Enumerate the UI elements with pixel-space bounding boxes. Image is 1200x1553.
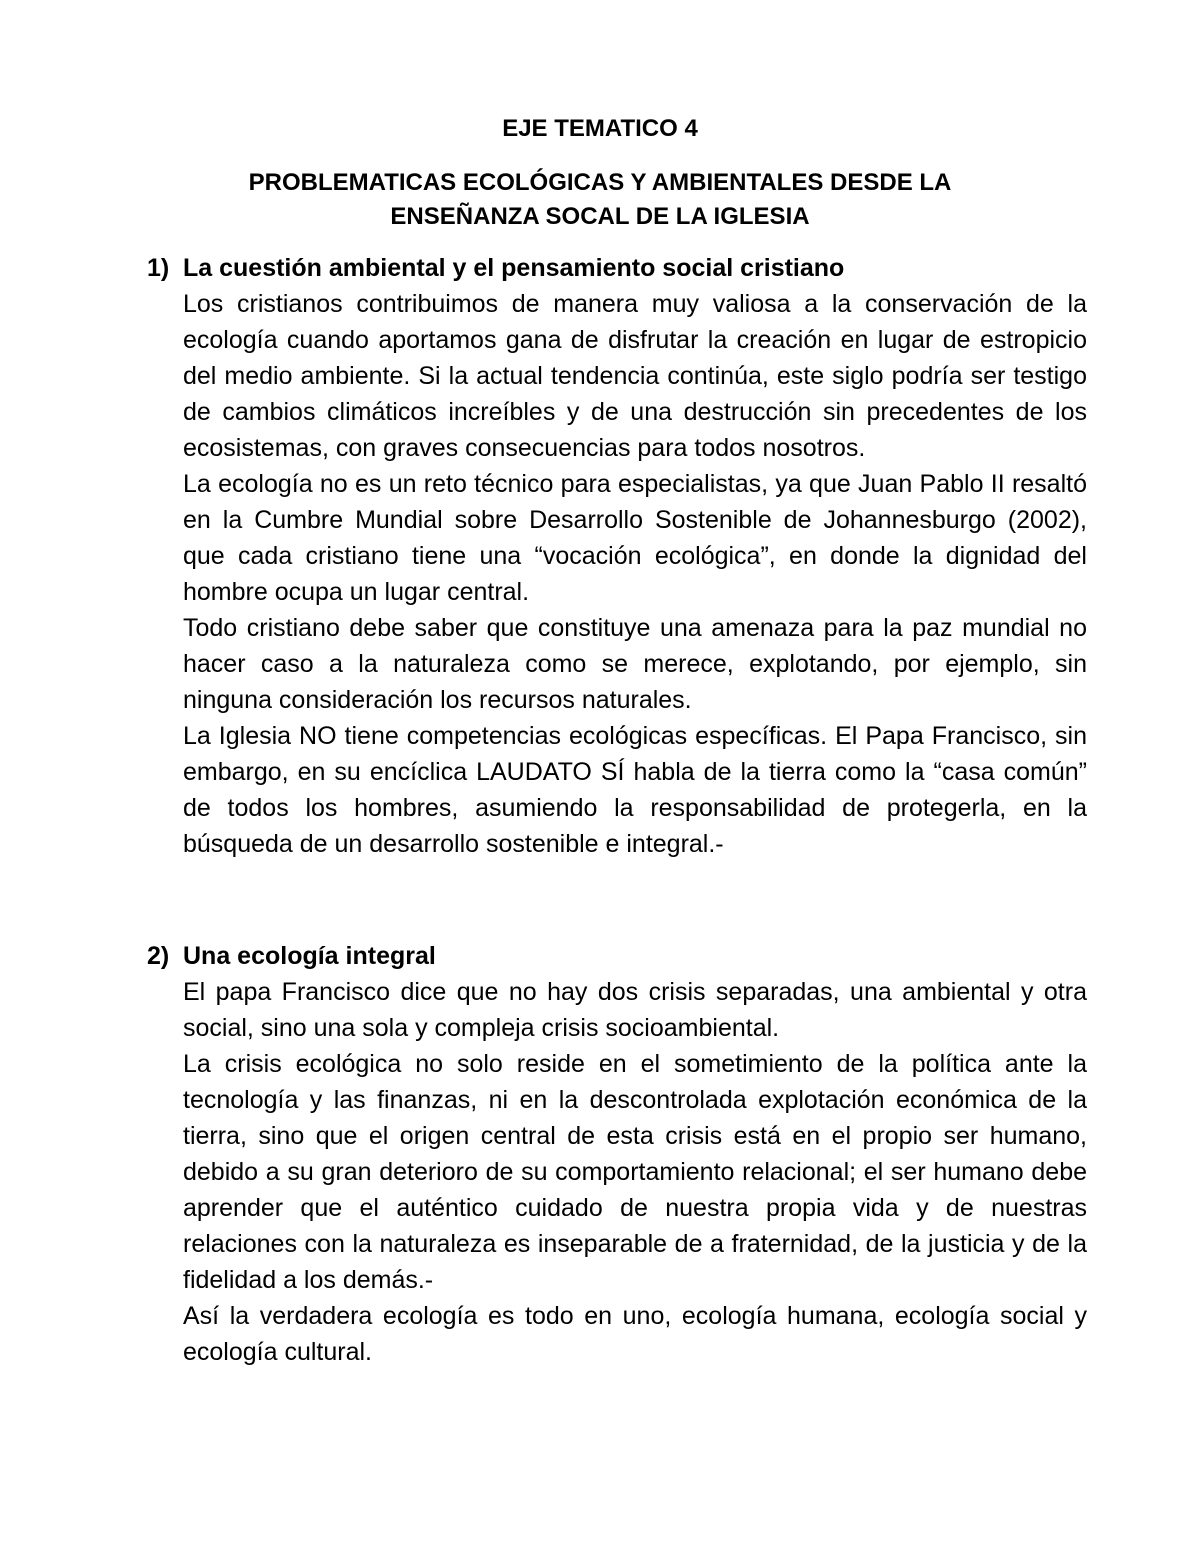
section-1	[147, 250, 1087, 862]
subtitle-line-1: PROBLEMATICAS ECOLÓGICAS Y AMBIENTALES DESDE LA	[248, 169, 952, 196]
document-title: EJE TEMATICO 4	[502, 115, 698, 142]
paragraph: Todo cristiano debe saber que constituye una amenaza para la paz mundial no hacer caso a la naturaleza como se merece, explotando, por ejemplo, sin ninguna consideración los recursos naturales.	[183, 614, 1087, 714]
subtitle-line-2: ENSEÑANZA SOCAL DE LA IGLESIA	[390, 203, 810, 230]
paragraph: Los cristianos contribuimos de manera muy valiosa a la conservación de la ecología cuando aportamos gana de disfrutar la creación en lugar de estropicio del medio ambiente. Si la actual tendencia continúa, este siglo podría ser testigo de cambios climáticos increíbles y de una destrucción sin precedentes de los ecosistemas, con graves consecuencias para todos nosotros.	[183, 290, 1087, 462]
section-title: Una ecología integral	[183, 942, 436, 970]
section-heading	[147, 250, 1087, 286]
paragraph: La crisis ecológica no solo reside en el sometimiento de la política ante la tecnología y las finanzas, ni en la descontrolada explotación económica de la tierra, sino que el origen central de esta crisis está en el propio ser humano, debido a su gran deterioro de su comportamiento relacional; el ser humano debe aprender que el auténtico cuidado de nuestra propia vida y de nuestras relaciones con la naturaleza es inseparable de a fraternidad, de la justicia y de la fidelidad a los demás.-	[183, 1050, 1087, 1294]
section-number: 1)	[147, 254, 170, 282]
section-title: La cuestión ambiental y el pensamiento social cristiano	[183, 254, 845, 282]
paragraph: La Iglesia NO tiene competencias ecológicas específicas. El Papa Francisco, sin embargo, en su encíclica LAUDATO SÍ habla de la tierra como la “casa común” de todos los hombres, asumiendo la responsabilidad de protegerla, en la búsqueda de un desarrollo sostenible e integral.-	[183, 722, 1087, 858]
paragraph: Así la verdadera ecología es todo en uno, ecología humana, ecología social y ecología cultural.	[183, 1302, 1087, 1366]
section-2	[147, 938, 1087, 1370]
section-heading	[147, 938, 1087, 974]
section-number: 2)	[147, 942, 170, 970]
paragraph: La ecología no es un reto técnico para especialistas, ya que Juan Pablo II resaltó en la Cumbre Mundial sobre Desarrollo Sostenible de Johannesburgo (2002), que cada cristiano tiene una “vocación ecológica”, en donde la dignidad del hombre ocupa un lugar central.	[183, 470, 1087, 606]
paragraph: El papa Francisco dice que no hay dos crisis separadas, una ambiental y otra social, sino una sola y compleja crisis socioambiental.	[183, 978, 1087, 1042]
document-subtitle	[0, 166, 1200, 234]
